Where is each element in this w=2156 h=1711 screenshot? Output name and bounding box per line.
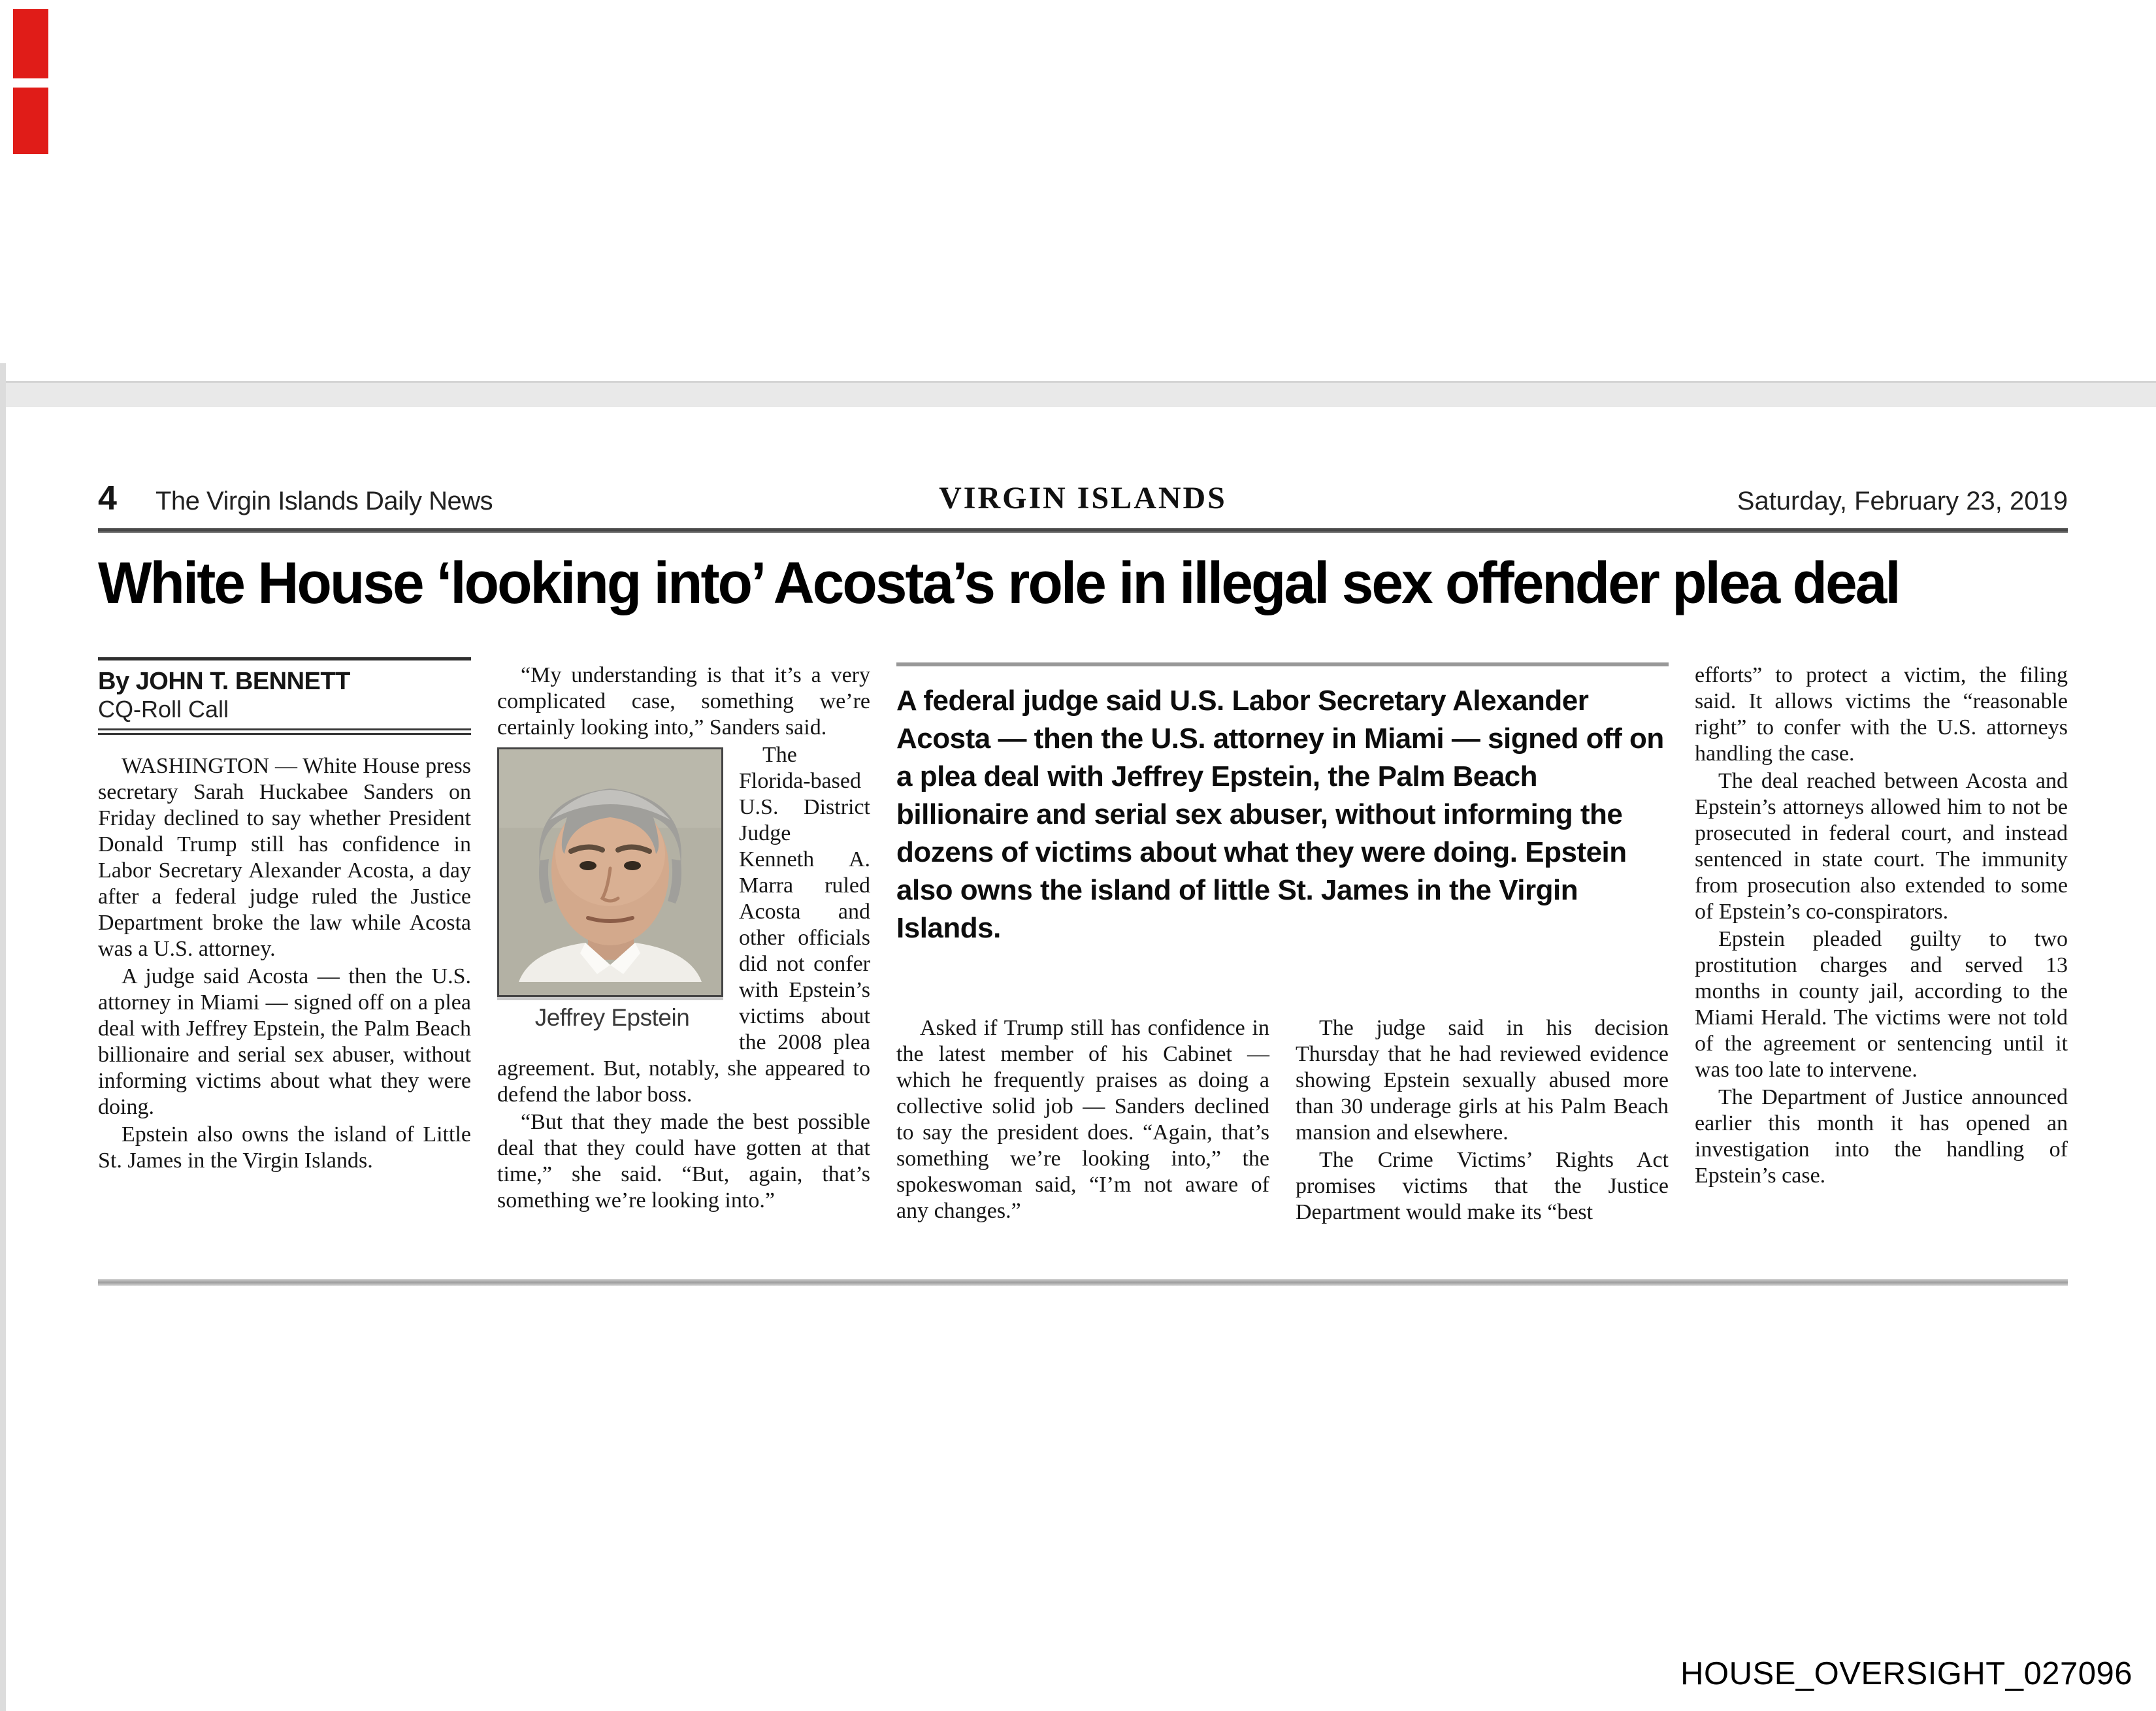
column-2 [497, 647, 870, 1270]
pull-quote-box: A federal judge said U.S. Labor Secretary Alexander Acosta — then the U.S. attorney in Miami — signed off on a plea deal with Jeffrey Epstein, the Palm Beach billionaire and serial sex abuser, without informing the dozens of victims about what they were doing. Epstein also owns the island of little St. James in the Virgin Islands. [896, 662, 1669, 947]
masthead-rule [98, 528, 2068, 533]
photo-caption: Jeffrey Epstein [534, 1004, 690, 1031]
column-3 [896, 1006, 1269, 1263]
masthead [98, 479, 2068, 526]
paragraph: A judge said Acosta — then the U.S. attorney in Miami — signed off on a plea deal with Jeffrey Epstein, the Palm Beach billionaire and serial sex abuser, without informing victims about what they were doing. [98, 964, 471, 1119]
jeffrey-epstein-photo [497, 747, 723, 997]
article-bottom-rule [98, 1279, 2068, 1286]
column-1 [98, 647, 471, 1265]
paragraph: WASHINGTON — White House press secretary Sarah Huckabee Sanders on Friday declined to say whether President Donald Trump still has confidence in Labor Secretary Alexander Acosta, a day after a federal judge ruled the Justice Department broke the law while Acosta was a U.S. attorney. [98, 754, 471, 961]
masthead-date: Saturday, February 23, 2019 [1737, 487, 2068, 515]
paragraph: “My understanding is that it’s a very complicated case, something we’re certainly looking into,” Sanders said. [497, 663, 870, 740]
paragraph: Epstein also owns the island of Little St. James in the Virgin Islands. [98, 1122, 471, 1173]
newspaper-name: The Virgin Islands Daily News [155, 487, 493, 515]
red-scan-mark-bottom [13, 88, 48, 154]
scan-gray-band [0, 381, 2156, 407]
section-title: VIRGIN ISLANDS [939, 481, 1227, 515]
bates-stamp: HOUSE_OVERSIGHT_027096 [1680, 1656, 2132, 1691]
paragraph: The deal reached between Acosta and Epstein’s attorneys allowed him to not be prosecuted in federal court, and instead sentenced in state court. The immunity from prosecution also extended to some of Epstein’s co-conspirators. [1695, 769, 2068, 924]
column-4 [1296, 1006, 1669, 1263]
byline-organization: CQ-Roll Call [98, 696, 229, 723]
article-headline: White House ‘looking into’ Acosta’s role in illegal sex offender plea deal [98, 551, 1899, 616]
photo-figure [497, 747, 727, 1031]
column-5 [1695, 647, 2068, 1270]
paragraph: “But that they made the best possible deal that they could have gotten at that time,” she said. “But, again, that’s something we’re looking into.” [497, 1110, 870, 1213]
portrait-illustration [499, 749, 721, 982]
page-number: 4 [98, 480, 116, 517]
byline-rule-top [98, 657, 471, 660]
byline: By JOHN T. BENNETT [98, 668, 350, 695]
paragraph: The Department of Justice announced earlier this month it has opened an investigation into the handling of Epstein’s case. [1695, 1085, 2068, 1188]
page-left-edge-shadow [0, 363, 6, 1711]
paragraph: Asked if Trump still has confidence in the latest member of his Cabinet — which he frequently praises as doing a collective solid job — Sanders declined to say the president does. “Again, that’s something we’re looking into,” the spokeswoman said, “I’m not aware of any changes.” [896, 1016, 1269, 1223]
paragraph: The judge said in his decision Thursday that he had reviewed evidence showing Epstein sexually abused more than 30 underage girls at his Palm Beach mansion and elsewhere. [1296, 1016, 1669, 1145]
byline-rule-bottom [98, 728, 471, 735]
paragraph: The Crime Victims’ Rights Act promises victims that the Justice Department would make its “best [1296, 1148, 1669, 1224]
paragraph: The Florida-based U.S. District Judge Kenneth A. Marra ruled Acosta and other officials did not confer with Epstein’s victims about the 2008 plea agreement. But, notably, she appeared to defend the labor boss. [497, 743, 870, 1107]
paragraph: Epstein pleaded guilty to two prostitution charges and served 13 months in county jail, according to the Miami Herald. The victims were not told of the agreement or sentencing until it was too late to intervene. [1695, 927, 2068, 1082]
paragraph: efforts” to protect a victim, the filing said. It allows victims the “reasonable right” to confer with the U.S. attorneys handling the case. [1695, 663, 2068, 766]
red-scan-mark-top [13, 9, 48, 78]
